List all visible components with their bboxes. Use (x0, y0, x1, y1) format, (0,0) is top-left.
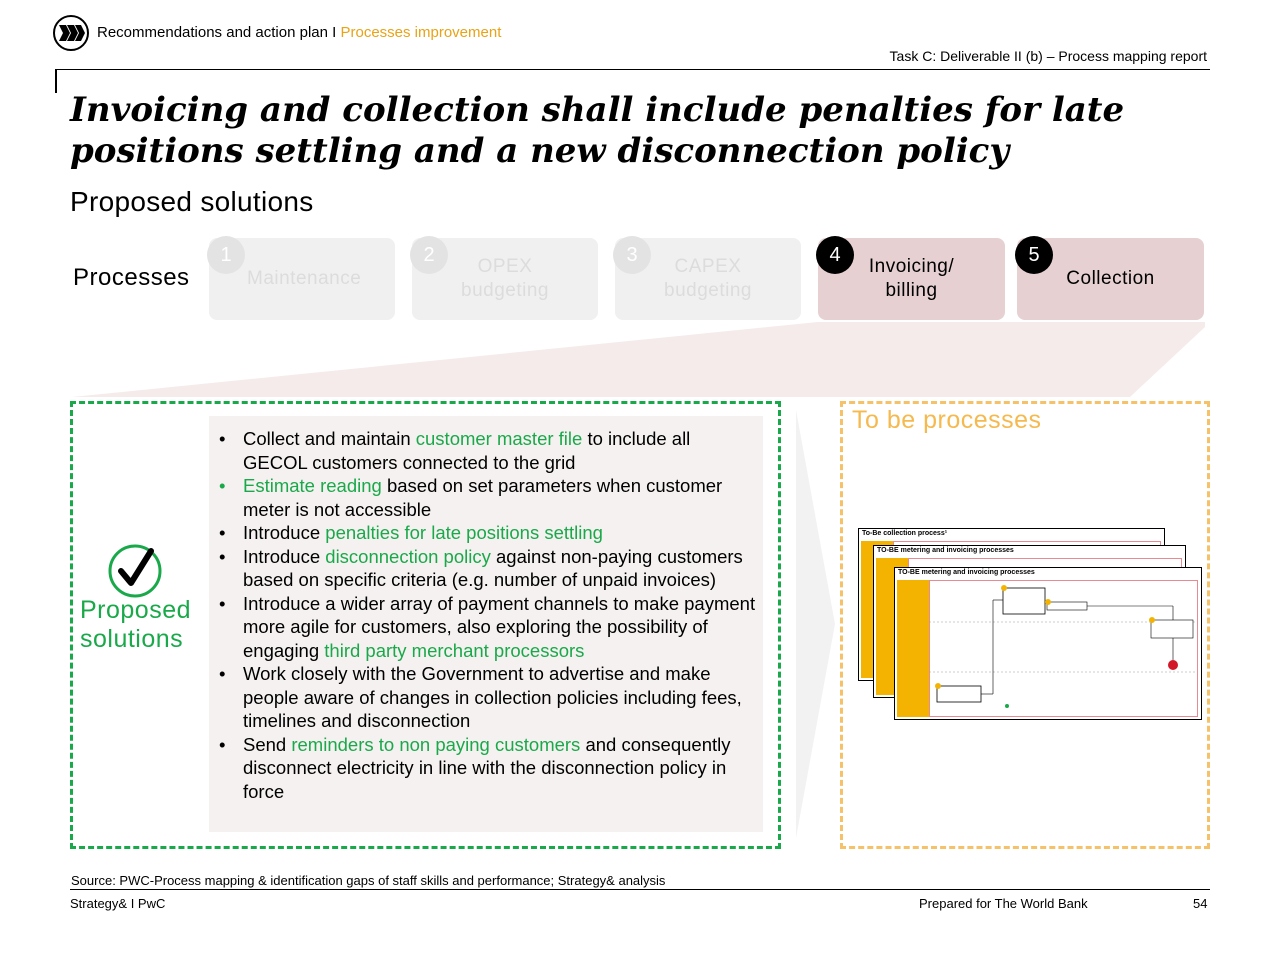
footer-divider (70, 889, 1210, 890)
solution-text: Introduce a wider array of payment channels to make payment more agile for customers, also exploring the possibility of engaging (243, 592, 756, 661)
solution-text: Send (243, 733, 292, 755)
thumbnail-swimlane (897, 580, 929, 717)
solution-text: against non-paying customers based on specific criteria (e.g. number of unpaid invoices) (243, 545, 743, 590)
breadcrumb-highlight: Processes improvement (340, 24, 502, 41)
thumbnail-title: To-Be collection process¹ (862, 530, 948, 537)
solution-highlight: penalties for late positions settling (325, 522, 603, 543)
to-be-processes-label: To be processes (852, 406, 1042, 434)
process-step-label: Maintenance (247, 268, 362, 289)
processes-label: Processes (73, 264, 190, 291)
process-step-label: CAPEX budgeting (664, 256, 752, 301)
breadcrumb-main: Recommendations and action plan I (97, 24, 341, 41)
process-thumbnail-3 (894, 567, 1202, 720)
solution-highlight: Estimate reading (243, 475, 382, 496)
solution-text: Work closely with the Government to advertise and make people aware of changes in collection policies including fees, timelines and disconnection (243, 663, 742, 731)
solution-text: based on set parameters when customer meter is not accessible (243, 475, 723, 520)
solution-item (219, 662, 759, 733)
solution-item (219, 592, 759, 663)
footer-prepared-for: Prepared for The World Bank (919, 896, 1088, 911)
breadcrumb (97, 24, 501, 41)
process-step-label: Invoicing/ billing (868, 256, 955, 301)
solution-text: to include all GECOL customers connected to the grid (243, 428, 691, 473)
strategy-and-logo-icon (51, 15, 91, 51)
process-step-number-badge: 3 (613, 236, 651, 274)
solution-item (219, 733, 759, 804)
process-step-label: Collection (1066, 268, 1155, 289)
solutions-list (219, 427, 759, 803)
solution-highlight: disconnection policy (325, 545, 491, 567)
page-subtitle: Proposed solutions (70, 186, 314, 217)
task-label: Task C: Deliverable II (b) – Process mapping report (889, 48, 1207, 64)
checkmark-circle-icon (107, 543, 163, 599)
solution-highlight: reminders to non paying customers (291, 733, 581, 755)
solution-text: Introduce (243, 545, 326, 567)
solution-text: and consequently disconnect electricity in line with the disconnection policy in force (243, 733, 731, 802)
process-step-label: OPEX budgeting (461, 256, 549, 301)
proposed-solutions-text: Proposed solutions (80, 596, 192, 653)
proposed-solutions-label (80, 596, 200, 654)
thumbnail-title: TO-BE metering and invoicing processes (877, 547, 1014, 554)
page-number: 54 (1193, 896, 1208, 911)
process-step-number-badge: 2 (410, 236, 448, 274)
process-step-number-badge: 4 (816, 236, 854, 274)
solution-text: Collect and maintain (243, 428, 416, 449)
solution-item (219, 427, 759, 474)
thumbnail-flow-diagram (929, 580, 1197, 718)
solution-item (219, 521, 759, 545)
solution-highlight: third party merchant processors (324, 639, 585, 661)
header-divider-tick (55, 69, 57, 93)
header-divider (55, 69, 1210, 70)
solution-item (219, 545, 759, 592)
solution-highlight: customer master file (415, 428, 583, 449)
footer-left: Strategy& I PwC (70, 896, 166, 911)
solution-item (219, 474, 759, 521)
page-title: Invoicing and collection shall include penalties for late positions settling and a new disconnection policy (70, 90, 1125, 171)
source-note: Source: PWC-Process mapping & identification gaps of staff skills and performance; Strategy& analysis (71, 873, 666, 888)
process-step-number-badge: 1 (207, 236, 245, 274)
thumbnail-title: TO-BE metering and invoicing processes (898, 569, 1035, 576)
process-step-number-badge: 5 (1015, 236, 1053, 274)
solution-text: Introduce (243, 522, 326, 543)
